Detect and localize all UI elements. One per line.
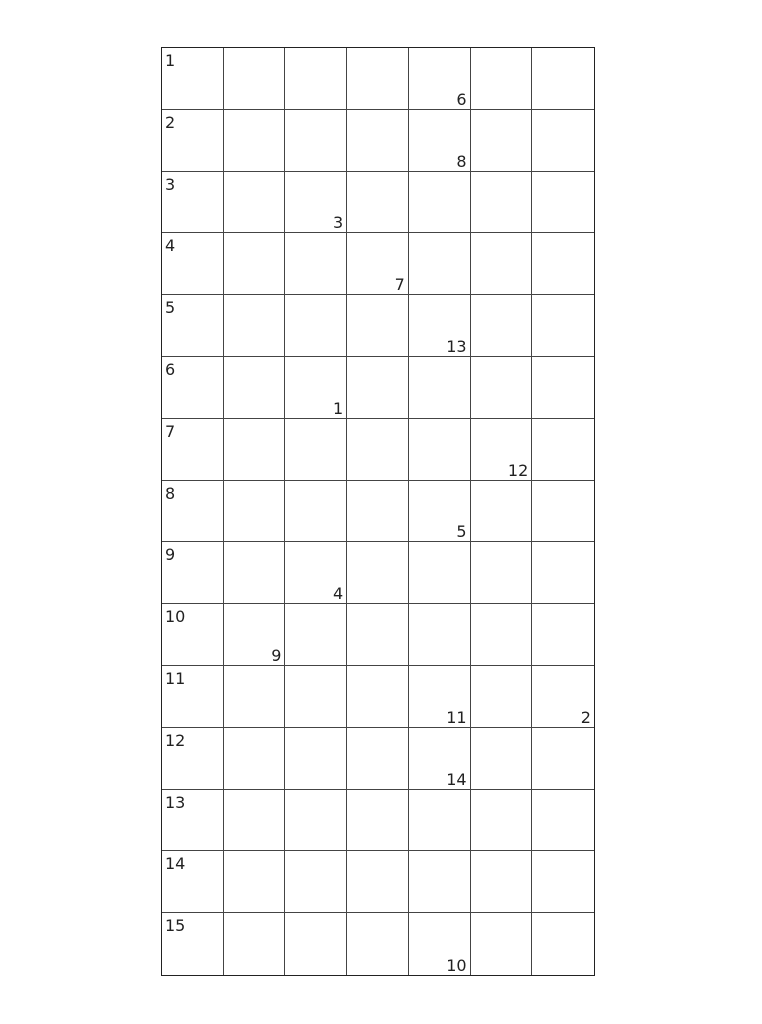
grid-cell xyxy=(162,357,224,419)
grid-cell xyxy=(224,604,286,666)
grid-cell xyxy=(162,110,224,172)
grid-cell xyxy=(285,728,347,790)
row-label: 4 xyxy=(165,236,176,256)
grid-row xyxy=(162,295,594,357)
cell-number: 3 xyxy=(332,213,344,233)
grid-cell xyxy=(471,357,533,419)
cell-number: 7 xyxy=(394,275,405,295)
grid-cell xyxy=(224,48,286,110)
grid-cell xyxy=(224,419,286,481)
grid-cell xyxy=(471,913,533,975)
grid-cell xyxy=(224,481,286,543)
row-label: 11 xyxy=(165,669,186,688)
grid-cell xyxy=(224,790,286,852)
grid-row xyxy=(162,48,594,110)
cell-number: 13 xyxy=(446,336,467,356)
grid-cell xyxy=(471,790,533,852)
grid-cell xyxy=(162,790,224,852)
grid-row xyxy=(162,172,594,234)
grid-cell xyxy=(224,913,286,975)
row-label: 10 xyxy=(165,607,186,627)
grid-cell xyxy=(162,666,224,728)
grid-cell xyxy=(471,419,533,481)
grid-cell xyxy=(347,172,409,234)
row-label: 3 xyxy=(165,174,176,194)
grid-cell xyxy=(409,172,471,234)
grid-row xyxy=(162,666,594,728)
cell-number: 1 xyxy=(332,398,344,418)
grid-row xyxy=(162,851,594,913)
grid-cell xyxy=(532,666,594,728)
grid-row xyxy=(162,110,594,172)
grid-cell xyxy=(285,233,347,295)
grid-cell xyxy=(347,790,409,852)
grid-cell xyxy=(224,357,286,419)
grid-cell xyxy=(532,604,594,666)
grid-cell xyxy=(347,419,409,481)
grid-cell xyxy=(532,481,594,543)
grid-cell xyxy=(285,357,347,419)
grid-cell xyxy=(347,851,409,913)
grid-cell xyxy=(162,481,224,543)
grid-cell xyxy=(532,110,594,172)
grid-cell xyxy=(347,48,409,110)
grid-cell xyxy=(162,542,224,604)
cell-number: 4 xyxy=(332,584,344,604)
grid-cell xyxy=(285,604,347,666)
grid-cell xyxy=(162,419,224,481)
cell-number: 11 xyxy=(446,707,467,727)
grid-cell xyxy=(532,542,594,604)
grid-cell xyxy=(532,728,594,790)
number-grid xyxy=(161,47,595,976)
grid-row xyxy=(162,790,594,852)
grid-cell xyxy=(471,295,533,357)
grid-cell xyxy=(285,419,347,481)
grid-cell xyxy=(162,851,224,913)
grid-cell xyxy=(471,604,533,666)
grid-cell xyxy=(409,604,471,666)
grid-cell xyxy=(285,172,347,234)
grid-cell xyxy=(285,666,347,728)
grid-cell xyxy=(532,357,594,419)
grid-cell xyxy=(224,728,286,790)
grid-cell xyxy=(285,851,347,913)
grid-cell xyxy=(532,295,594,357)
grid-cell xyxy=(285,48,347,110)
cell-number: 2 xyxy=(580,707,591,727)
grid-cell xyxy=(532,48,594,110)
grid-cell xyxy=(347,110,409,172)
grid-cell xyxy=(224,172,286,234)
grid-cell xyxy=(471,48,533,110)
grid-cell xyxy=(409,666,471,728)
grid-cell xyxy=(471,851,533,913)
grid-cell xyxy=(285,481,347,543)
grid-cell xyxy=(532,790,594,852)
grid-cell xyxy=(471,110,533,172)
grid-cell xyxy=(285,790,347,852)
grid-row xyxy=(162,357,594,419)
grid-cell xyxy=(347,542,409,604)
grid-row xyxy=(162,233,594,295)
row-label: 9 xyxy=(165,545,176,565)
grid-cell xyxy=(532,419,594,481)
row-label: 13 xyxy=(165,792,186,812)
row-label: 8 xyxy=(165,483,176,503)
grid-cell xyxy=(409,913,471,975)
grid-cell xyxy=(471,542,533,604)
grid-cell xyxy=(471,481,533,543)
grid-cell xyxy=(471,666,533,728)
grid-cell xyxy=(409,851,471,913)
grid-cell xyxy=(162,295,224,357)
grid-cell xyxy=(409,542,471,604)
grid-cell xyxy=(162,913,224,975)
grid-cell xyxy=(347,233,409,295)
row-label: 7 xyxy=(165,421,176,441)
grid-row xyxy=(162,542,594,604)
row-label: 12 xyxy=(165,730,186,750)
grid-row xyxy=(162,913,594,975)
grid-cell xyxy=(409,728,471,790)
grid-cell xyxy=(285,295,347,357)
grid-cell xyxy=(285,913,347,975)
grid-cell xyxy=(347,357,409,419)
grid-cell xyxy=(409,48,471,110)
grid-cell xyxy=(471,728,533,790)
grid-cell xyxy=(224,110,286,172)
grid-cell xyxy=(224,666,286,728)
grid-cell xyxy=(347,295,409,357)
grid-cell xyxy=(347,666,409,728)
row-label: 15 xyxy=(165,916,186,936)
grid-cell xyxy=(347,604,409,666)
grid-cell xyxy=(285,110,347,172)
grid-cell xyxy=(224,295,286,357)
grid-cell xyxy=(471,233,533,295)
row-label: 14 xyxy=(165,854,186,874)
grid-cell xyxy=(162,604,224,666)
cell-number: 8 xyxy=(456,151,467,171)
row-label: 1 xyxy=(165,51,176,70)
grid-cell xyxy=(347,913,409,975)
grid-cell xyxy=(409,295,471,357)
grid-row xyxy=(162,481,594,543)
grid-cell xyxy=(409,790,471,852)
grid-cell xyxy=(224,233,286,295)
row-label: 5 xyxy=(165,298,176,318)
cell-number: 6 xyxy=(456,89,467,109)
grid-cell xyxy=(471,172,533,234)
cell-number: 10 xyxy=(446,955,467,975)
cell-number: 14 xyxy=(446,769,467,789)
grid-cell xyxy=(532,233,594,295)
grid-cell xyxy=(224,542,286,604)
grid-cell xyxy=(409,233,471,295)
grid-cell xyxy=(532,172,594,234)
cell-number: 9 xyxy=(271,645,282,665)
grid-row xyxy=(162,604,594,666)
grid-row xyxy=(162,419,594,481)
grid-cell xyxy=(162,728,224,790)
grid-cell xyxy=(347,481,409,543)
grid-cell xyxy=(409,110,471,172)
grid-cell xyxy=(347,728,409,790)
grid-cell xyxy=(162,172,224,234)
grid-cell xyxy=(532,851,594,913)
cell-number: 5 xyxy=(456,522,467,542)
row-label: 2 xyxy=(165,112,176,132)
grid-cell xyxy=(285,542,347,604)
grid-cell xyxy=(162,48,224,110)
grid-cell xyxy=(409,481,471,543)
grid-cell xyxy=(224,851,286,913)
cell-number: 12 xyxy=(507,460,529,480)
grid-cell xyxy=(532,913,594,975)
grid-cell xyxy=(409,357,471,419)
grid-row xyxy=(162,728,594,790)
grid-cell xyxy=(162,233,224,295)
row-label: 6 xyxy=(165,360,176,379)
grid-cell xyxy=(409,419,471,481)
